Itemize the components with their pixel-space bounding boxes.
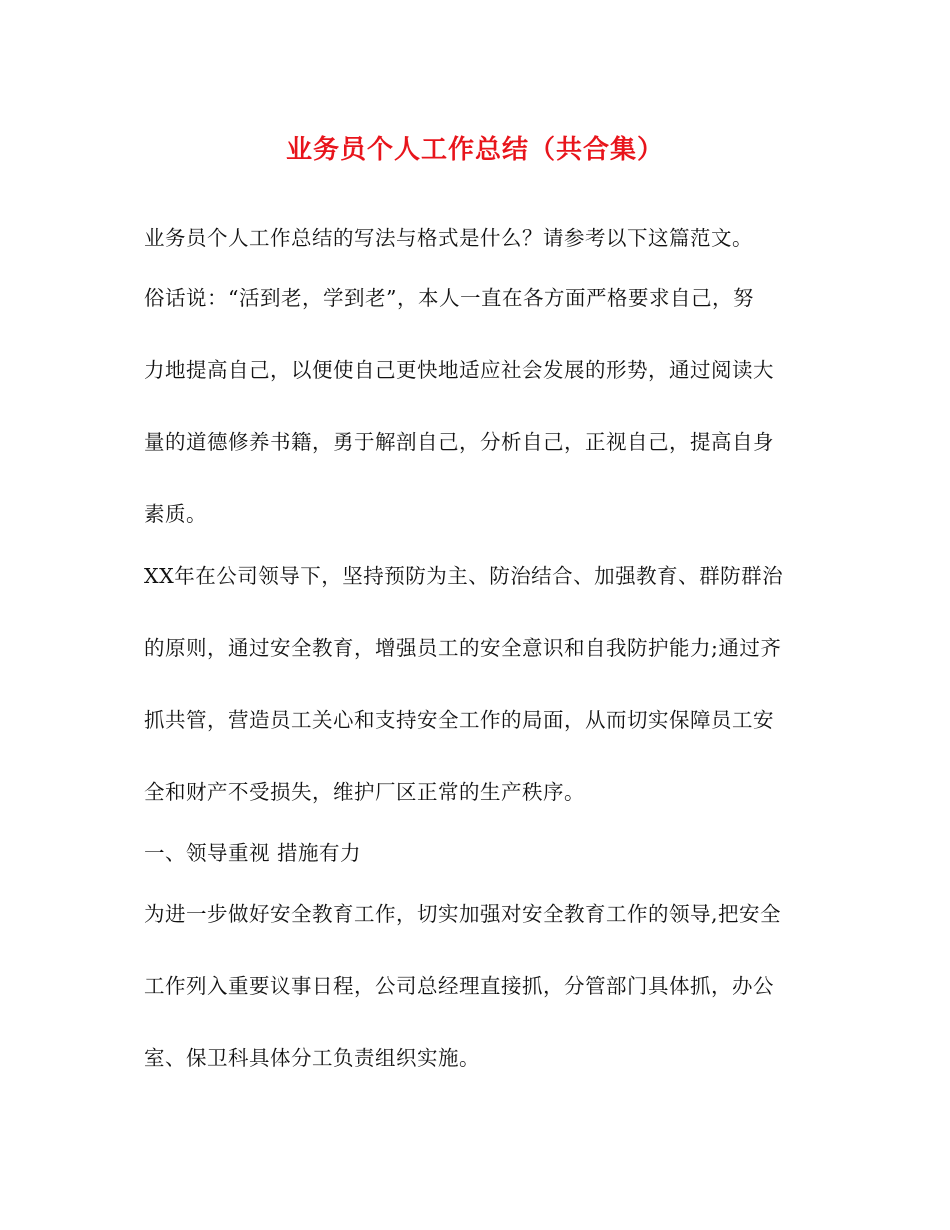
paragraph-3-line-2: 工作列入重要议事日程，公司总经理直接抓，分管部门具体抓，办公 bbox=[144, 974, 774, 998]
paragraph-1-line-4: 素质。 bbox=[144, 502, 207, 526]
paragraph-2-line-1: XX年在公司领导下，坚持预防为主、防治结合、加强教育、群防群治 bbox=[144, 564, 784, 588]
document-title: 业务员个人工作总结（共合集） bbox=[285, 135, 664, 165]
paragraph-2-line-3: 抓共管，营造员工关心和支持安全工作的局面，从而切实保障员工安 bbox=[144, 708, 774, 732]
paragraph-2-line-2: 的原则，通过安全教育，增强员工的安全意识和自我防护能力;通过齐 bbox=[144, 636, 782, 660]
intro-line: 业务员个人工作总结的写法与格式是什么？请参考以下这篇范文。 bbox=[144, 226, 753, 250]
paragraph-3-line-3: 室、保卫科具体分工负责组织实施。 bbox=[144, 1046, 480, 1070]
paragraph-3-line-1: 为进一步做好安全教育工作，切实加强对安全教育工作的领导,把安全 bbox=[144, 902, 782, 926]
section-heading-1: 一、领导重视 措施有力 bbox=[144, 841, 362, 865]
paragraph-1-line-1: 俗话说：“活到老，学到老”，本人一直在各方面严格要求自己，努 bbox=[144, 286, 754, 310]
paragraph-2-line-4: 全和财产不受损失，维护厂区正常的生产秩序。 bbox=[144, 780, 585, 804]
paragraph-1-line-3: 量的道德修养书籍，勇于解剖自己，分析自己，正视自己，提高自身 bbox=[144, 430, 774, 454]
paragraph-1-line-2: 力地提高自己，以便使自己更快地适应社会发展的形势，通过阅读大 bbox=[144, 358, 774, 382]
